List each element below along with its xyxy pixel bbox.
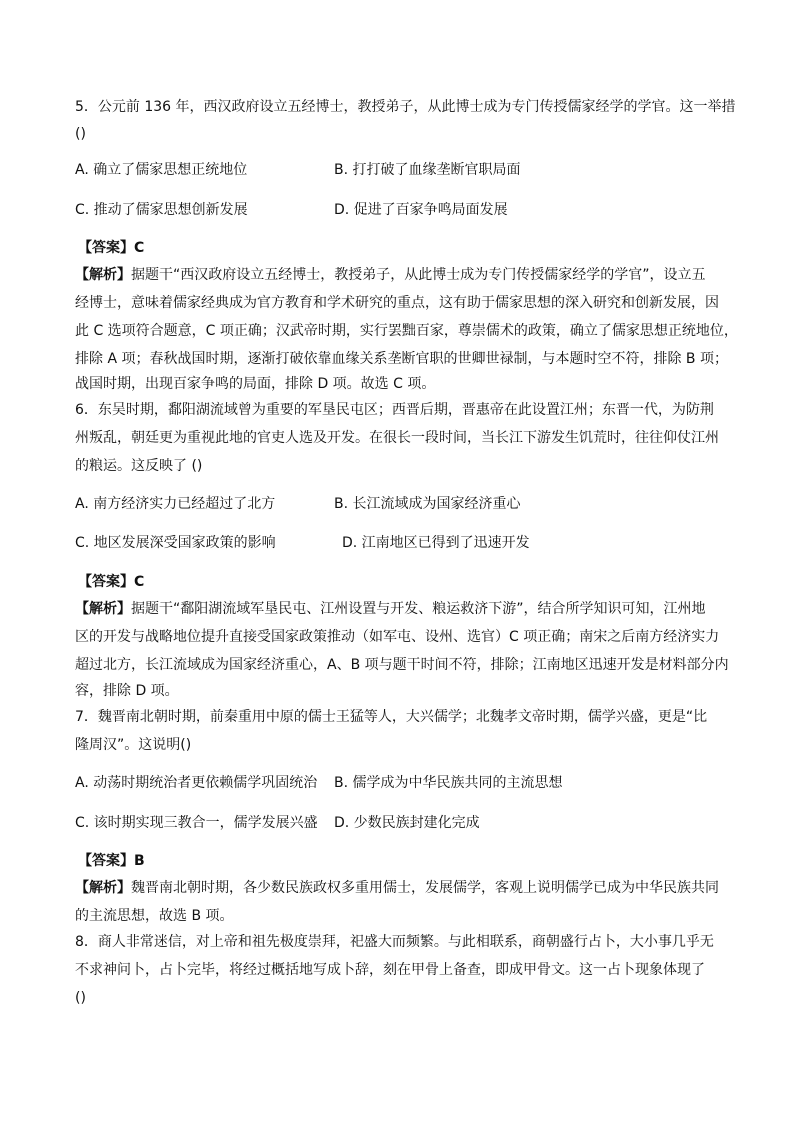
q5-analysis-line2: 经博士，意味着儒家经典成为官方教育和学术研究的重点，这有助于儒家思想的深入研究和创新发展，因 <box>75 295 719 311</box>
q7-answer-label: 【答案】 <box>78 853 134 869</box>
q6-analysis-text-1: 据题干“鄱阳湖流域军垦民屯、江州设置与开发、粮运救济下游”，结合所学知识可知，江州地 <box>131 601 706 617</box>
q8-stem-line1: 8．商人非常迷信，对上帝和祖先极度崇拜，祀盛大而频繁。与此相联系，商朝盛行占卜，大小事几乎无 <box>75 934 714 950</box>
q5-stem-line2: () <box>75 126 86 142</box>
q5-option-b: B. 打打破了血缘垄断官职局面 <box>334 162 521 178</box>
q6-option-d: D. 江南地区已得到了迅速开发 <box>342 535 530 551</box>
q6-option-c: C. 地区发展深受国家政策的影响 <box>75 535 276 551</box>
q8-stem-line3: () <box>75 990 86 1006</box>
q6-analysis-line1 <box>75 599 727 619</box>
q7-option-d: D. 少数民族封建化完成 <box>334 815 480 831</box>
q6-answer-label: 【答案】 <box>78 574 134 590</box>
q5-analysis-line3: 此 C 选项符合题意，C 项正确；汉武帝时期，实行罢黜百家，尊崇儒术的政策，确立了儒家思想正统地位， <box>75 323 738 339</box>
q5-analysis-line5: 战国时期，出现百家争鸣的局面，排除 D 项。故选 C 项。 <box>75 376 436 392</box>
q7-option-c: C. 该时期实现三教合一，儒学发展兴盛 <box>75 815 318 831</box>
q6-analysis-line2: 区的开发与战略地位提升直接受国家政策推动（如军屯、设州、选官）C 项正确；南宋之后南方经济实力 <box>75 629 720 645</box>
q5-stem-line1: 5．公元前 136 年，西汉政府设立五经博士，教授弟子，从此博士成为专门传授儒家经学的学官。这一举措 <box>75 99 736 115</box>
q6-option-b: B. 长江流域成为国家经济重心 <box>334 496 521 512</box>
q6-answer <box>78 572 144 592</box>
q5-analysis-line4: 排除 A 项；春秋战国时期，逐渐打破依靠血缘关系垄断官职的世卿世禄制，与本题时空不符，排除 B 项； <box>75 351 728 367</box>
q6-stem-line1: 6．东吴时期，鄱阳湖流域曾为重要的军垦民屯区；西晋后期，晋惠帝在此设置江州；东晋一代，为防荆 <box>75 402 714 418</box>
q7-analysis-line1 <box>75 878 727 898</box>
q7-analysis-line2: 的主流思想，故选 B 项。 <box>75 908 234 924</box>
q7-answer-value: B <box>134 853 145 869</box>
q6-stem-line3: 的粮运。这反映了 () <box>75 458 203 474</box>
q5-analysis-line1 <box>75 265 727 285</box>
q7-stem-line2: 隆周汉”。这说明() <box>75 737 192 753</box>
q7-option-a: A. 动荡时期统治者更依赖儒学巩固统治 <box>75 775 318 791</box>
q5-option-a: A. 确立了儒家思想正统地位 <box>75 162 248 178</box>
q5-analysis-label: 【解析】 <box>75 267 131 283</box>
q7-answer <box>78 851 145 871</box>
q7-option-b: B. 儒学成为中华民族共同的主流思想 <box>334 775 563 791</box>
q7-stem-line1: 7．魏晋南北朝时期，前秦重用中原的儒士王猛等人，大兴儒学；北魏孝文帝时期，儒学兴盛，更是“比 <box>75 709 708 725</box>
q5-answer <box>78 238 144 258</box>
q6-analysis-line3: 超过北方，长江流域成为国家经济重心，A、B 项与题干时间不符，排除；江南地区迅速开发是材料部分内 <box>75 657 729 673</box>
q5-option-d: D. 促进了百家争鸣局面发展 <box>334 202 508 218</box>
q5-answer-value: C <box>134 240 145 256</box>
q5-analysis-text-1: 据题干“西汉政府设立五经博士，教授弟子，从此博士成为专门传授儒家经学的学官”，设立五 <box>131 267 706 283</box>
q6-answer-value: C <box>134 574 145 590</box>
q6-analysis-line4: 容，排除 D 项。 <box>75 683 179 699</box>
q6-analysis-label: 【解析】 <box>75 601 131 617</box>
q6-stem-line2: 州叛乱，朝廷更为重视此地的官吏人选及开发。在很长一段时间，当长江下游发生饥荒时，往往仰仗江州 <box>75 430 719 446</box>
q7-analysis-text-1: 魏晋南北朝时期，各少数民族政权多重用儒士，发展儒学，客观上说明儒学已成为中华民族共同 <box>131 880 719 896</box>
q7-analysis-label: 【解析】 <box>75 880 131 896</box>
q5-option-c: C. 推动了儒家思想创新发展 <box>75 202 248 218</box>
q6-option-a: A. 南方经济实力已经超过了北方 <box>75 496 276 512</box>
q5-answer-label: 【答案】 <box>78 240 134 256</box>
q8-stem-line2: 不求神问卜，占卜完毕，将经过概括地写成卜辞，刻在甲骨上备查，即成甲骨文。这一占卜现象体现了 <box>75 962 705 978</box>
